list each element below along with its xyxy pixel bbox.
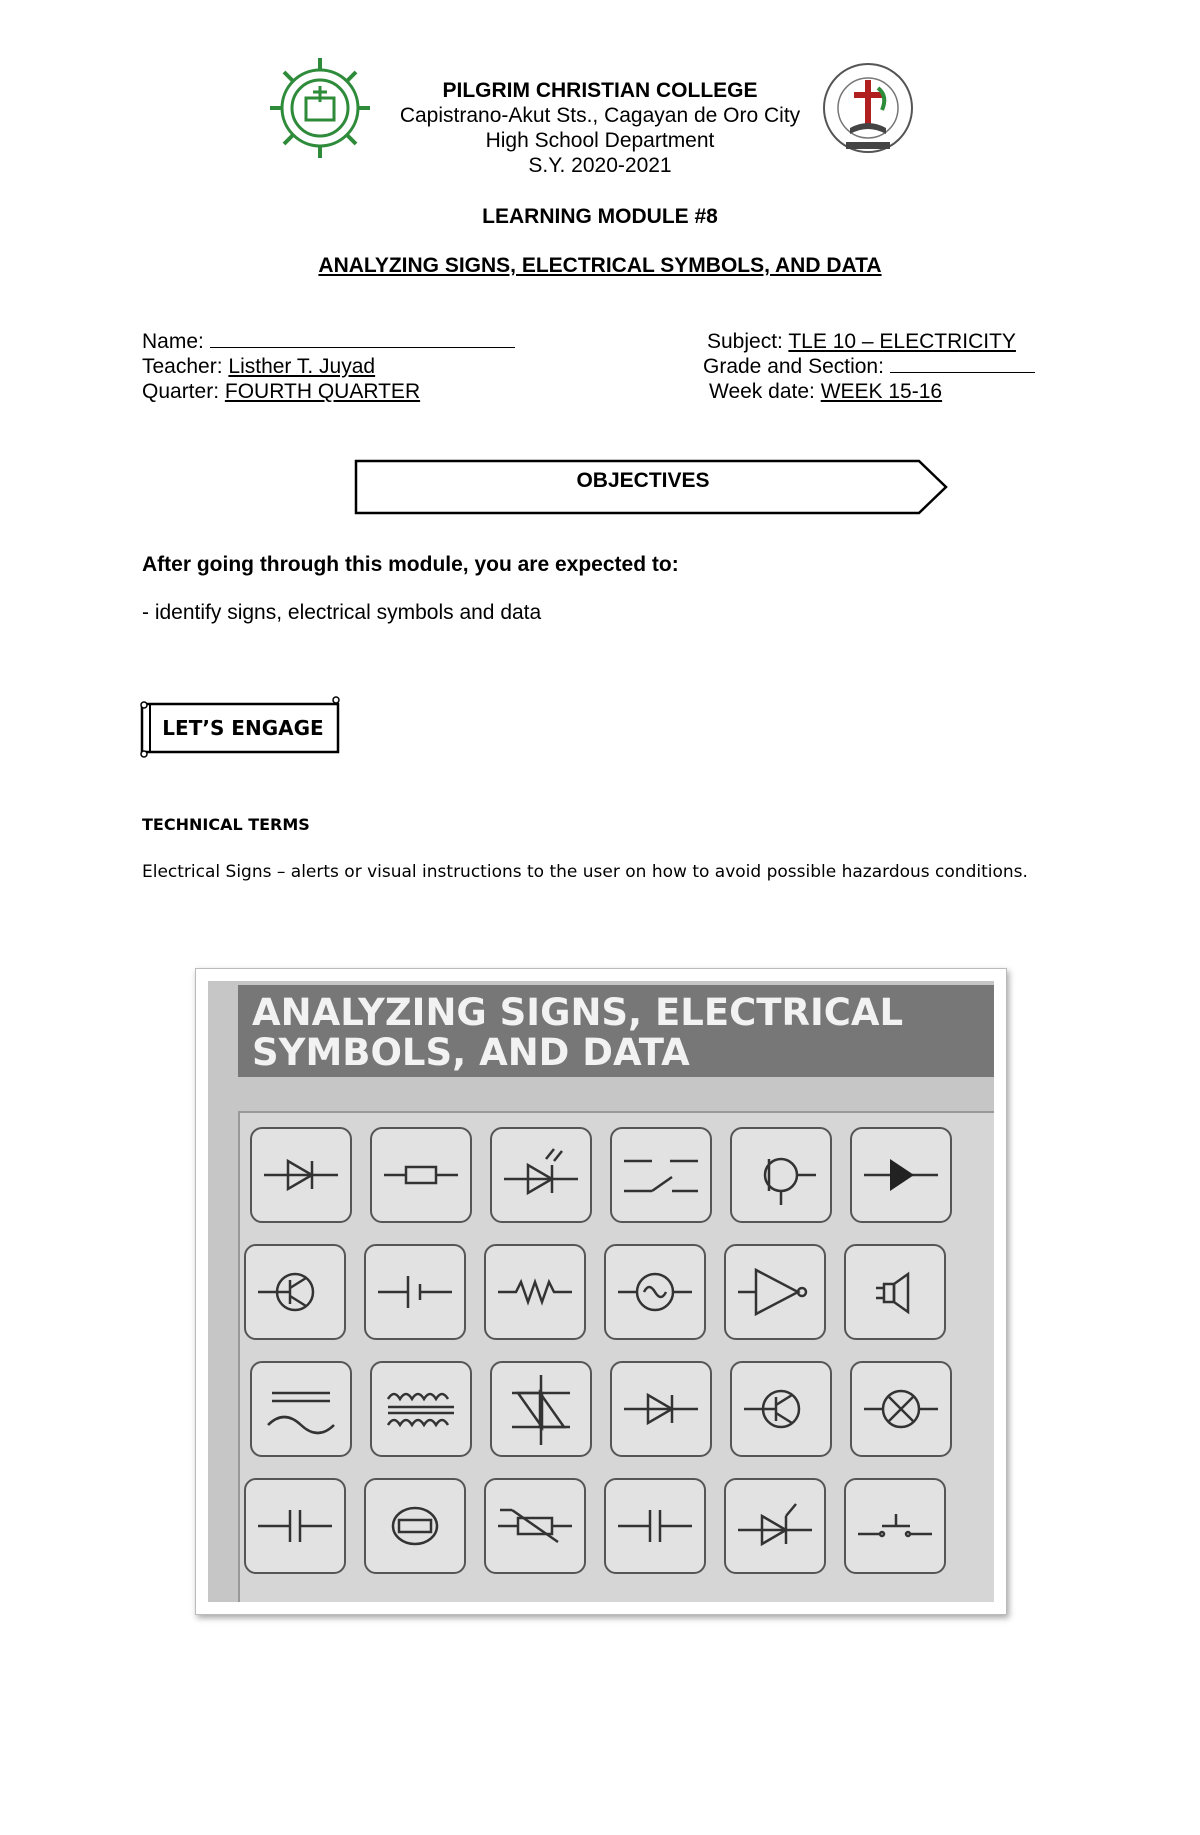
lamp-symbol-icon xyxy=(852,1363,950,1455)
symbol-tile xyxy=(250,1127,352,1223)
cell-symbol-icon xyxy=(366,1246,464,1338)
week-row xyxy=(703,379,1035,404)
symbol-tile xyxy=(850,1361,952,1457)
led-symbol-icon xyxy=(492,1129,590,1221)
school-year: S.Y. 2020-2021 xyxy=(528,154,672,177)
module-title-text: ANALYZING SIGNS, ELECTRICAL SYMBOLS, AND DATA xyxy=(318,254,882,277)
name-blank[interactable] xyxy=(210,329,515,348)
name-row xyxy=(142,329,515,354)
symbol-tile xyxy=(604,1478,706,1574)
grade-row xyxy=(703,354,1035,379)
symbol-tile xyxy=(844,1244,946,1340)
objective-item: - identify signs, electrical symbols and data xyxy=(142,601,542,624)
symbol-tile xyxy=(730,1361,832,1457)
symbol-tile xyxy=(484,1244,586,1340)
resistor-symbol-icon xyxy=(372,1129,470,1221)
symbol-tile xyxy=(844,1478,946,1574)
capacitor-symbol-icon xyxy=(246,1480,344,1572)
info-left xyxy=(142,329,515,404)
school-header xyxy=(350,78,850,178)
symbol-tile xyxy=(604,1244,706,1340)
quarter-label: Quarter: xyxy=(142,380,220,403)
info-right xyxy=(703,329,1035,404)
quarter-row xyxy=(142,379,515,404)
speaker-symbol-icon xyxy=(846,1246,944,1338)
push-switch-symbol-icon xyxy=(846,1480,944,1572)
symbol-tile xyxy=(484,1478,586,1574)
symbol-tile xyxy=(370,1361,472,1457)
quarter-value: FOURTH QUARTER xyxy=(224,380,421,403)
grade-label: Grade and Section: xyxy=(703,355,884,378)
subject-label: Subject: xyxy=(707,330,783,353)
symbol-tile xyxy=(610,1361,712,1457)
symbol-tile xyxy=(364,1478,466,1574)
technical-terms-heading: TECHNICAL TERMS xyxy=(142,815,310,834)
symbol-tile xyxy=(850,1127,952,1223)
objectives-label: OBJECTIVES xyxy=(576,469,710,492)
symbol-tile xyxy=(250,1361,352,1457)
transistor-symbol-icon xyxy=(246,1246,344,1338)
module-number: LEARNING MODULE #8 xyxy=(482,205,718,228)
microphone-symbol-icon xyxy=(732,1129,830,1221)
triac-symbol-icon xyxy=(492,1363,590,1455)
college-name: PILGRIM CHRISTIAN COLLEGE xyxy=(442,79,758,102)
teacher-row xyxy=(142,354,515,379)
engage-label: LET’S ENGAGE xyxy=(162,716,324,740)
symbol-tile xyxy=(610,1127,712,1223)
symbol-tile xyxy=(490,1127,592,1223)
symbols-panel xyxy=(238,1111,994,1602)
symbol-tile xyxy=(244,1478,346,1574)
symbol-tile xyxy=(490,1361,592,1457)
module-title xyxy=(0,254,1200,278)
subject-value: TLE 10 – ELECTRICITY xyxy=(788,330,1016,353)
name-label: Name: xyxy=(142,330,204,353)
college-address: Capistrano-Akut Sts., Cagayan de Oro City xyxy=(399,104,801,127)
filled-diode-symbol-icon xyxy=(852,1129,950,1221)
subject-row xyxy=(703,329,1035,354)
switch-symbol-icon xyxy=(612,1129,710,1221)
amplifier-symbol-icon xyxy=(726,1246,824,1338)
photo-banner-text xyxy=(252,993,952,1073)
photo-banner-line2: SYMBOLS, AND DATA xyxy=(252,1031,690,1074)
teacher-value: Listher T. Juyad xyxy=(228,355,376,378)
variable-resistor-symbol-icon xyxy=(486,1480,584,1572)
teacher-label: Teacher: xyxy=(142,355,223,378)
symbol-tile xyxy=(724,1244,826,1340)
fuse-symbol-icon xyxy=(366,1480,464,1572)
objectives-lead: After going through this module, you are expected to: xyxy=(142,553,679,576)
symbol-tile xyxy=(724,1478,826,1574)
symbol-tile xyxy=(244,1244,346,1340)
week-label: Week date: xyxy=(709,380,815,403)
zigzag-resistor-symbol-icon xyxy=(486,1246,584,1338)
symbol-tile xyxy=(370,1127,472,1223)
electrical-signs-definition: Electrical Signs – alerts or visual instructions to the user on how to avoid possible hazardous conditions. xyxy=(142,862,1028,882)
ac-dc-symbol-icon xyxy=(252,1363,350,1455)
textbook-photo xyxy=(195,968,1007,1615)
ac-source-symbol-icon xyxy=(606,1246,704,1338)
transistor-symbol-icon xyxy=(732,1363,830,1455)
transformer-symbol-icon xyxy=(372,1363,470,1455)
department: High School Department xyxy=(485,129,715,152)
week-value: WEEK 15-16 xyxy=(820,380,943,403)
diode-symbol-icon xyxy=(252,1129,350,1221)
photo-banner-line1: ANALYZING SIGNS, ELECTRICAL xyxy=(252,991,904,1034)
capacitor-symbol-icon xyxy=(606,1480,704,1572)
diode-symbol-icon xyxy=(612,1363,710,1455)
symbol-tile xyxy=(730,1127,832,1223)
grade-blank[interactable] xyxy=(890,354,1035,373)
symbol-tile xyxy=(364,1244,466,1340)
thyristor-symbol-icon xyxy=(726,1480,824,1572)
photo-inner xyxy=(208,981,994,1602)
